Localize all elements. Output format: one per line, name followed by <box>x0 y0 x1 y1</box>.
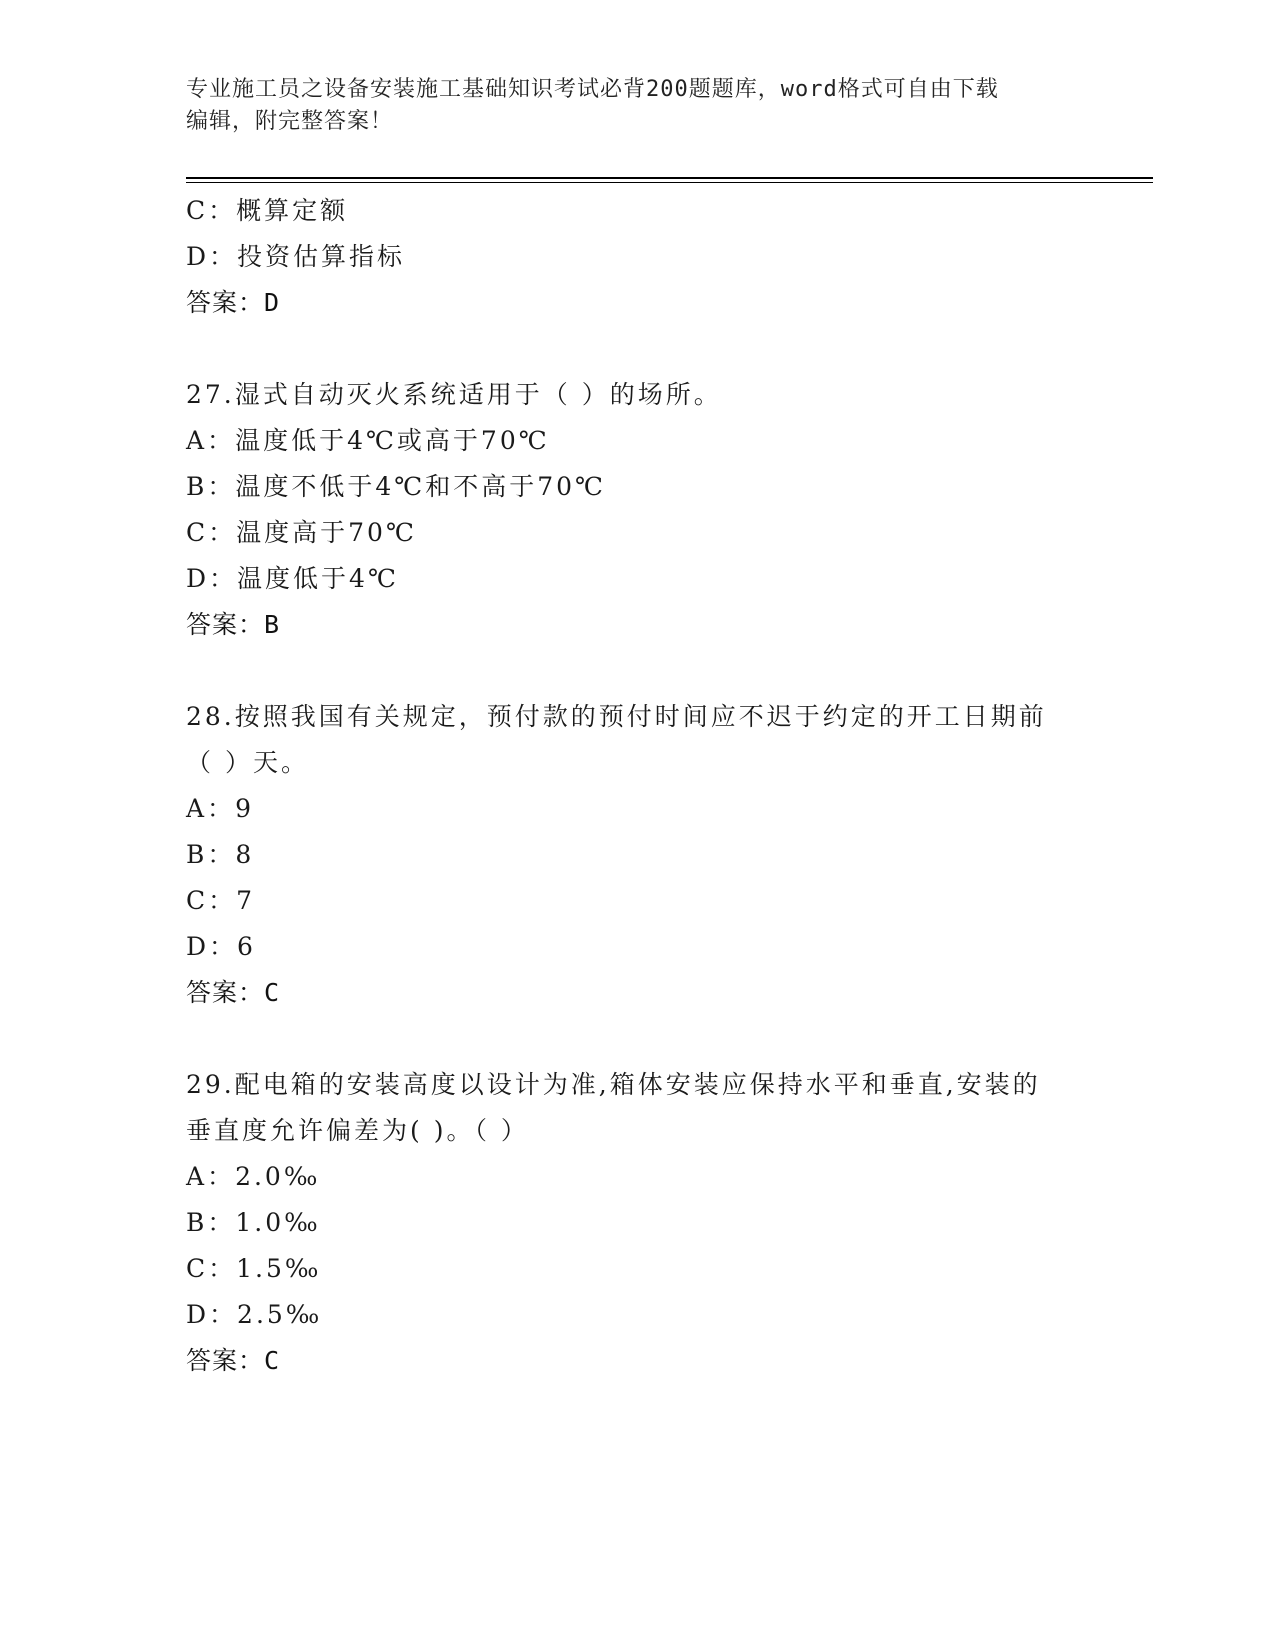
option-text: 温度高于70℃ <box>236 518 417 547</box>
option-text: 温度低于4℃或高于70℃ <box>235 426 550 455</box>
header-divider-thick <box>186 177 1153 179</box>
option-text: 1.5‰ <box>236 1254 322 1283</box>
option-a <box>186 1154 1086 1200</box>
option-label: C： <box>186 1254 237 1283</box>
question-stem-line: 28.按照我国有关规定，预付款的预付时间应不迟于约定的开工日期前 <box>186 702 1047 731</box>
answer-value: C <box>264 978 281 1007</box>
option-text: 2.0‰ <box>235 1162 321 1191</box>
answer-label: 答案： <box>186 1346 265 1375</box>
spacer <box>186 326 1086 372</box>
option-text: 7 <box>236 886 256 915</box>
option-label: C： <box>186 196 237 225</box>
spacer <box>186 648 1086 694</box>
spacer <box>186 1016 1086 1062</box>
option-label: A： <box>186 426 236 455</box>
option-b <box>186 832 1086 878</box>
question-stem <box>186 694 1086 786</box>
option-label: D： <box>186 932 238 961</box>
document-header <box>186 74 1066 138</box>
option-c <box>186 1246 1086 1292</box>
option-label: D： <box>186 1300 238 1329</box>
answer-label: 答案： <box>186 610 265 639</box>
header-divider-thin <box>186 182 1153 183</box>
option-d <box>186 234 1086 280</box>
question-stem-line: 29.配电箱的安装高度以设计为准,箱体安装应保持水平和垂直,安装的 <box>186 1070 1041 1099</box>
option-a <box>186 786 1086 832</box>
question-stem-line: 垂直度允许偏差为( )。（ ） <box>186 1116 529 1145</box>
option-label: C： <box>186 518 237 547</box>
option-text: 6 <box>237 932 256 961</box>
option-label: B： <box>186 840 236 869</box>
option-c <box>186 188 1086 234</box>
option-text: 温度低于4℃ <box>237 564 399 593</box>
option-text: 概算定额 <box>236 196 349 225</box>
answer-line <box>186 602 1086 648</box>
option-c <box>186 510 1086 556</box>
header-title-line-2: 编辑，附完整答案！ <box>186 109 394 134</box>
option-d <box>186 556 1086 602</box>
answer-value: C <box>264 1346 281 1375</box>
answer-label: 答案： <box>186 978 265 1007</box>
option-text: 投资估算指标 <box>237 242 406 271</box>
option-label: B： <box>186 1208 236 1237</box>
option-label: A： <box>186 794 236 823</box>
option-text: 温度不低于4℃和不高于70℃ <box>235 472 607 501</box>
option-label: D： <box>186 242 238 271</box>
question-stem-line: 27.湿式自动灭火系统适用于（ ）的场所。 <box>186 380 722 409</box>
option-label: C： <box>186 886 237 915</box>
option-label: A： <box>186 1162 236 1191</box>
option-text: 9 <box>235 794 254 823</box>
question-stem <box>186 372 1086 418</box>
question-stem <box>186 1062 1086 1154</box>
option-b <box>186 1200 1086 1246</box>
option-label: B： <box>186 472 236 501</box>
question-list <box>186 188 1086 1384</box>
option-a <box>186 418 1086 464</box>
answer-line <box>186 970 1086 1016</box>
option-text: 1.0‰ <box>235 1208 321 1237</box>
option-label: D： <box>186 564 238 593</box>
answer-label: 答案： <box>186 288 265 317</box>
option-b <box>186 464 1086 510</box>
answer-line <box>186 280 1086 326</box>
answer-line <box>186 1338 1086 1384</box>
option-text: 2.5‰ <box>237 1300 323 1329</box>
answer-value: D <box>264 288 281 317</box>
answer-value: B <box>264 610 281 639</box>
option-d <box>186 1292 1086 1338</box>
question-stem-line: （ ）天。 <box>186 748 309 777</box>
header-title-line-1: 专业施工员之设备安装施工基础知识考试必背200题题库，word格式可自由下载 <box>186 77 999 102</box>
option-d <box>186 924 1086 970</box>
option-text: 8 <box>235 840 255 869</box>
option-c <box>186 878 1086 924</box>
